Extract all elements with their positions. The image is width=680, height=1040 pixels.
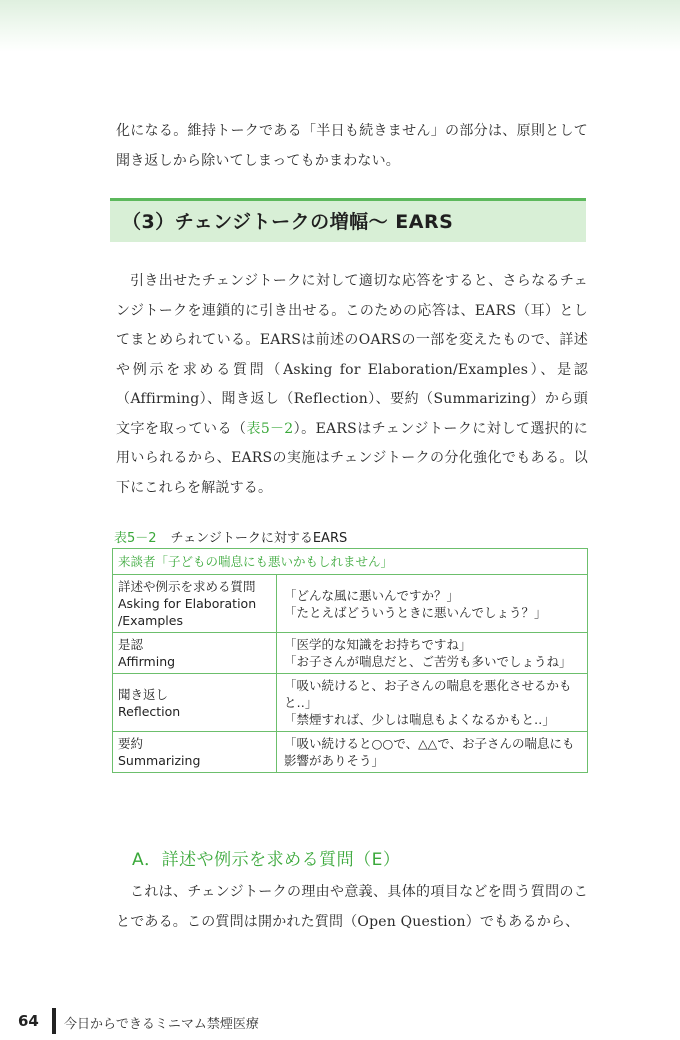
row-label-summarizing [113,732,277,773]
row-label-en: Affirming [118,654,176,669]
page-number: 64 [18,1012,39,1030]
table-row [113,575,588,633]
row-label-affirming [113,633,277,674]
row-label-en-cont: /Examples [118,613,183,628]
table-row [113,633,588,674]
table-reference-link: 表5－2 [246,420,294,437]
table-row [113,674,588,732]
ears-table [112,548,588,773]
row-label-elaboration [113,575,277,633]
book-title: 今日からできるミニマム禁煙医療 [64,1017,259,1032]
row-responses [277,575,588,633]
intro-paragraph: 化になる。維持トークである「半日も続きません」の部分は、原則として聞き返しから除いてしまってもかまわない。 [116,123,588,169]
body-text-2: ）。EARSはチェンジトークに対して選択的に用いられるから、EARSの実施はチェンジトークの分化強化でもある。以下にこれらを解説する。 [116,420,588,496]
closing-paragraph: これは、チェンジトークの理由や意義、具体的項目などを問う質問のことである。この質問は開かれた質問（Open Question）でもあるから、 [116,884,588,930]
row-label-en: Asking for Elaboration [118,596,257,611]
row-label-ja: 是認 [118,637,144,652]
response-line: 「たとえばどういうときに悪いんでしょう？」 [284,604,547,620]
row-label-ja: 要約 [118,736,144,751]
row-responses [277,732,588,773]
footer-divider [52,1008,56,1034]
top-decorative-band [0,0,680,52]
section-heading [110,198,586,242]
response-line: 「どんな風に悪いんですか？」 [284,587,460,603]
table-header-cell: 来談者「子どもの喘息にも悪いかもしれません」 [113,549,588,575]
row-responses [277,633,588,674]
section-heading-text: （3）チェンジトークの増幅～ EARS [122,211,454,233]
body-paragraph [116,267,588,503]
row-label-en: Summarizing [118,753,201,768]
body-text-1: 引き出せたチェンジトークに対して適切な応答をすると、さらなるチェンジトークを連鎖的に引き出せる。このための応答は、EARS（耳）としてまとめられている。EARSは前述のOARSの一部を変えたもので、詳述や例示を求める質問（Asking for Elaboration/Examples）、是認（Affirming）、聞き返し（Reflection）、要約（Summarizing）から頭文字を取っている（ [116,273,588,437]
table-caption [114,527,347,546]
table-row [113,732,588,773]
response-line: 「お子さんが喘息だと、ご苦労も多いでしょうね」 [284,654,572,669]
table-caption-number: 表5－2 [114,531,157,546]
response-line: 「吸い続けると、お子さんの喘息を悪化させるかもと‥」 [284,678,572,710]
response-line: 「禁煙すれば、少しは喘息もよくなるかもと‥」 [284,712,555,727]
response-line: 「医学的な知識をお持ちですね」 [284,637,472,652]
response-line: 「吸い続けると○○で、△△で、お子さんの喘息にも影響がありそう」 [284,736,575,768]
table-caption-title: チェンジトークに対するEARS [170,531,348,546]
row-label-en: Reflection [118,703,181,719]
row-label-reflection [113,674,277,732]
table-header-row [113,549,588,575]
row-label-ja: 詳述や例示を求める質問 [118,579,256,594]
sub-heading: A．詳述や例示を求める質問（E） [132,850,401,870]
row-responses [277,674,588,732]
row-label-ja: 聞き返し [118,686,169,702]
